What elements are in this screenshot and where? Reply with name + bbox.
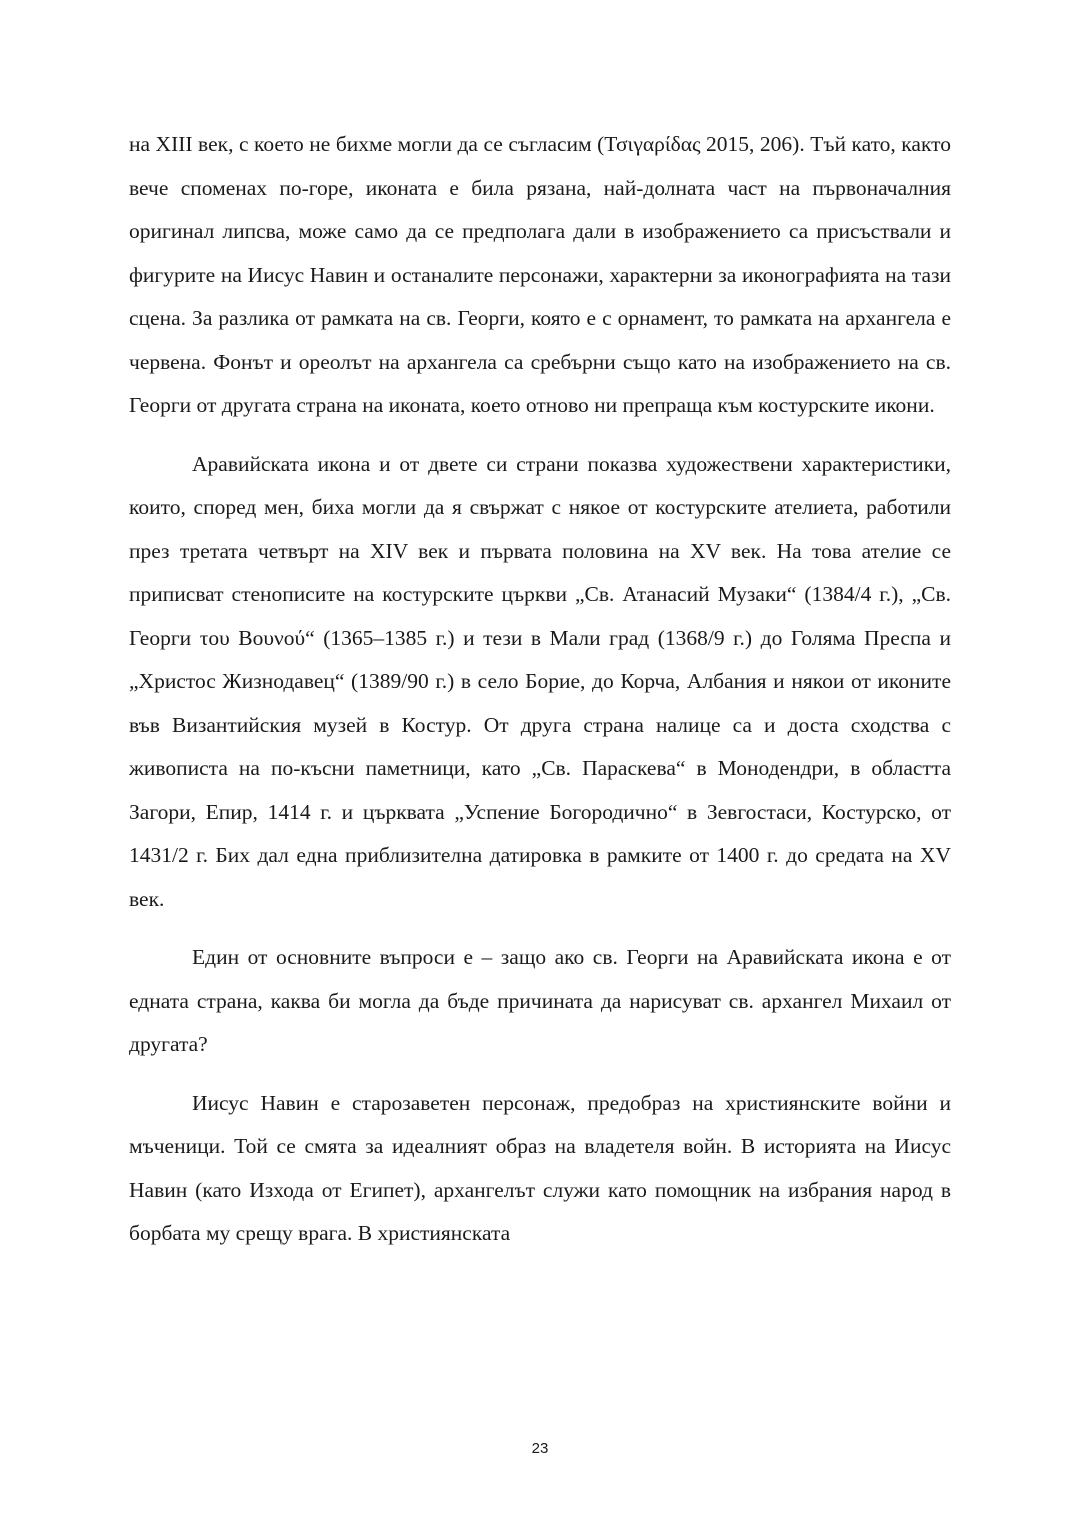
paragraph-continuation: на XIII век, с което не бихме могли да се съгласим (Τσιγαρίδας 2015, 206). Тъй като, както вече споменах по-горе, иконата е била рязана, най-долната част на първоначалния оригинал липсва, може само да се предполага дали в изображението са присъствали и фигурите на Иисус Навин и останалите персонажи, характерни за иконографията на тази сцена. За разлика от рамката на св. Георги, която е с орнамент, то рамката на архангела е червена. Фонът и ореолът на архангела са сребърни също като на изображението на св. Георги от другата страна на иконата, което отново ни препраща към костурските икони. xyxy=(129,132,951,417)
paragraph-question: Един от основните въпроси е – защо ако св. Георги на Аравийската икона е от едната страна, каква би могла да бъде причината да нарисуват св. архангел Михаил от другата? xyxy=(129,945,951,1056)
document-body xyxy=(129,123,951,1256)
paragraph-arabian-icon: Аравийската икона и от двете си страни показва художествени характеристики, които, според мен, биха могли да я свържат с някое от костурските ателиета, работили през третата четвърт на XIV век и първата половина на XV век. На това ателие се приписват стенописите на костурските църкви „Св. Атанасий Музаки“ (1384/4 г.), „Св. Георги του Βουνού“ (1365–1385 г.) и тези в Мали град (1368/9 г.) до Голяма Преспа и „Христос Жизнодавец“ (1389/90 г.) в село Борие, до Корча, Албания и някои от иконите във Византийския музей в Костур. От друга страна налице са и доста сходства с живописта на по-късни паметници, като „Св. Параскева“ в Монодендри, в областта Загори, Епир, 1414 г. и църквата „Успение Богородично“ в Зевгостаси, Костурско, от 1431/2 г. Бих дал една приблизителна датировка в рамките от 1400 г. до средата на XV век. xyxy=(129,451,951,911)
paragraph-joshua: Иисус Навин е старозаветен персонаж, предобраз на християнските войни и мъченици. Той се смята за идеалният образ на владетеля войн. В историята на Иисус Навин (като Изхода от Египет), архангелът служи като помощник на избрания народ в борбата му срещу врага. В християнската xyxy=(129,1090,951,1245)
page-number: 23 xyxy=(531,1440,549,1457)
